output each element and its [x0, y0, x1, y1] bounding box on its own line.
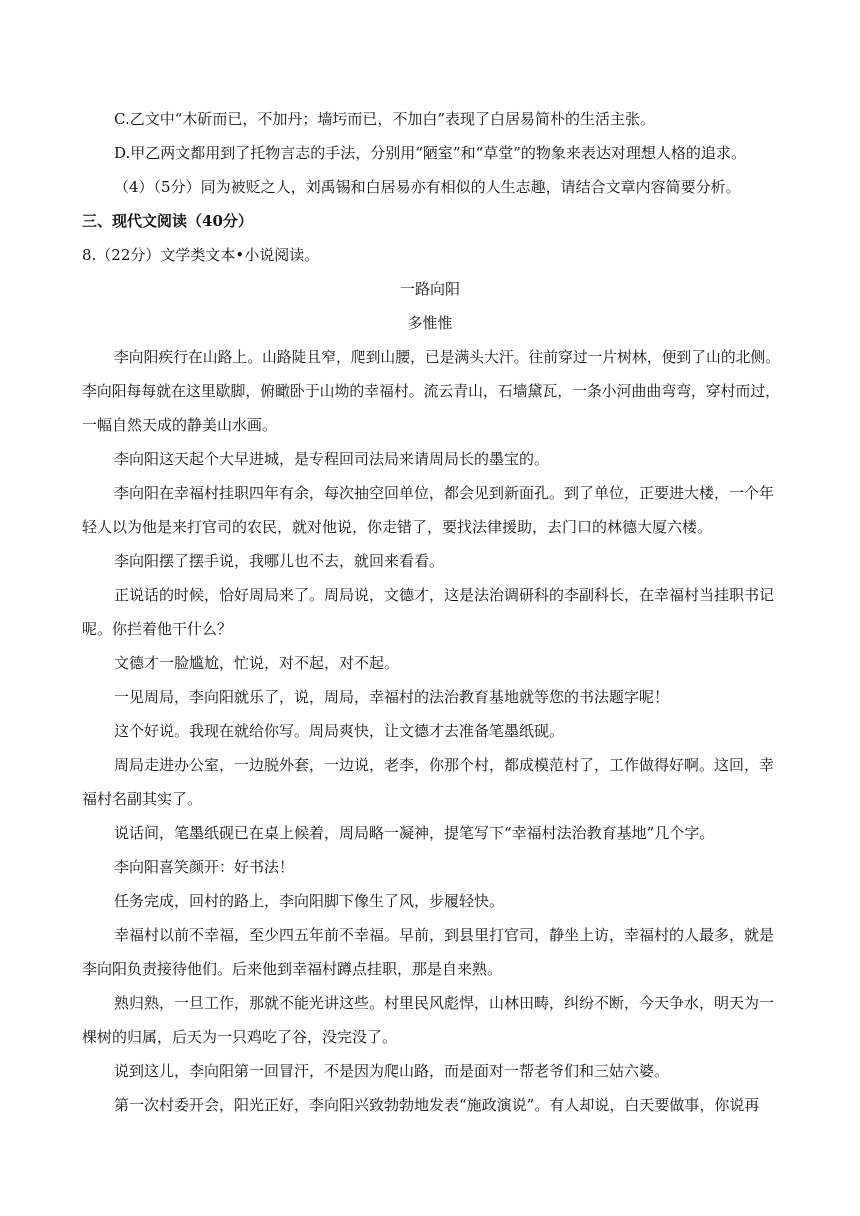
para-line: 李向阳这天起个大早进城，是专程回司法局来请周局长的墨宝的。 [114, 450, 550, 468]
story-author: 多惟惟 [407, 314, 453, 332]
para-line: 这个好说。我现在就给你写。周局爽快，让文德才去准备笔墨纸砚。 [114, 722, 565, 740]
para-line: 李向阳负责接待他们。后来他到幸福村蹲点挂职，那是自来熟。 [82, 960, 503, 978]
para-line: 福村名副其实了。 [82, 790, 203, 808]
para-line: 呢。你拦着他干什么？ [82, 620, 233, 638]
para-line: 幸福村以前不幸福，至少四五年前不幸福。早前，到县里打官司，静坐上访，幸福村的人最多，就是 [114, 926, 775, 944]
para-line: 轻人以为他是来打官司的农民，就对他说，你走错了，要找法律援助，去门口的林德大厦六楼。 [82, 518, 713, 536]
story-title: 一路向阳 [399, 280, 460, 298]
section-heading: 三、现代文阅读（40分） [82, 212, 253, 230]
para-line: 文德才一脸尴尬，忙说，对不起，对不起。 [114, 654, 400, 672]
option-d: D.甲乙两文都用到了托物言志的手法，分别用“陋室”和“草堂”的物象来表达对理想人格的追求。 [114, 144, 746, 162]
para-line: 熟归熟，一旦工作，那就不能光讲这些。村里民风彪悍，山林田畴，纠纷不断，今天争水，明天为一 [114, 994, 775, 1012]
para-line: 第一次村委开会，阳光正好，李向阳兴致勃勃地发表“施政演说”。有人却说，白天要做事，你说再 [114, 1096, 760, 1114]
para-line: 棵树的归属，后天为一只鸡吃了谷，没完没了。 [82, 1028, 398, 1046]
para-line: 说到这儿，李向阳第一回冒汗，不是因为爬山路，而是面对一帮老爷们和三姑六婆。 [114, 1062, 670, 1080]
para-line: 说话间，笔墨纸砚已在桌上候着，周局略一凝神，提笔写下“幸福村法治教育基地”几个字。 [114, 824, 715, 842]
para-line: 一幅自然天成的静美山水画。 [82, 416, 278, 434]
para-line: 李向阳疾行在山路上。山路陡且窄，爬到山腰，已是满头大汗。往前穿过一片树林，便到了山的北侧。 [114, 348, 781, 366]
question-4: （4）（5分）同为被贬之人，刘禹锡和白居易亦有相似的人生志趣，请结合文章内容简要分析。 [114, 178, 741, 196]
para-line: 李向阳喜笑颜开：好书法！ [114, 858, 295, 876]
para-line: 正说话的时候，恰好周局来了。周局说，文德才，这是法治调研科的李副科长，在幸福村当挂职书记 [114, 586, 775, 604]
para-line: 一见周局，李向阳就乐了，说，周局，幸福村的法治教育基地就等您的书法题字呢！ [114, 688, 670, 706]
para-line: 李向阳在幸福村挂职四年有余，每次抽空回单位，都会见到新面孔。到了单位，正要进大楼，一个年 [114, 484, 775, 502]
option-c: C.乙文中“木斫而已，不加丹；墙圬而已，不加白”表现了白居易简朴的生活主张。 [114, 110, 656, 128]
para-line: 周局走进办公室，一边脱外套，一边说，老李，你那个村，都成模范村了，工作做得好啊。这回，幸 [114, 756, 775, 774]
question-8: 8.（22分）文学类文本•小说阅读。 [82, 246, 320, 264]
para-line: 李向阳每每就在这里歇脚，俯瞰卧于山坳的幸福村。流云青山，石墙黛瓦，一条小河曲曲弯弯，穿村而过， [82, 382, 781, 400]
para-line: 李向阳摆了摆手说，我哪儿也不去，就回来看看。 [114, 552, 445, 570]
para-line: 任务完成，回村的路上，李向阳脚下像生了风，步履轻快。 [114, 892, 505, 910]
